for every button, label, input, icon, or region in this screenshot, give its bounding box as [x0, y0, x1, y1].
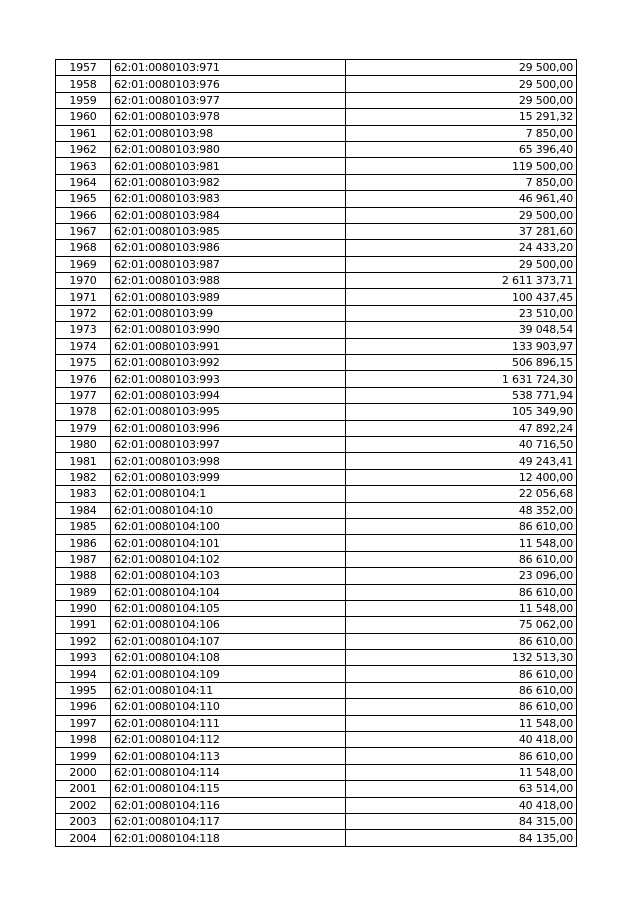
table-row: [56, 830, 577, 846]
cadastral-number-cell: 62:01:0080103:989: [111, 289, 346, 305]
table-row: [56, 535, 577, 551]
value-cell: 105 349,90: [346, 404, 577, 420]
table-row: [56, 273, 577, 289]
table-row: [56, 518, 577, 534]
value-cell: 12 400,00: [346, 469, 577, 485]
cadastral-number-cell: 62:01:0080103:978: [111, 109, 346, 125]
table-row: [56, 371, 577, 387]
value-cell: 84 315,00: [346, 813, 577, 829]
value-cell: 11 548,00: [346, 600, 577, 616]
row-number-cell: 1972: [56, 305, 111, 321]
value-cell: 29 500,00: [346, 207, 577, 223]
row-number-cell: 1966: [56, 207, 111, 223]
value-cell: 86 610,00: [346, 682, 577, 698]
row-number-cell: 1973: [56, 322, 111, 338]
row-number-cell: 1987: [56, 551, 111, 567]
row-number-cell: 1958: [56, 76, 111, 92]
table-row: [56, 617, 577, 633]
cadastral-number-cell: 62:01:0080103:994: [111, 387, 346, 403]
table-row: [56, 207, 577, 223]
row-number-cell: 2001: [56, 781, 111, 797]
cadastral-number-cell: 62:01:0080104:116: [111, 797, 346, 813]
row-number-cell: 1980: [56, 436, 111, 452]
row-number-cell: 1991: [56, 617, 111, 633]
row-number-cell: 1968: [56, 240, 111, 256]
table-row: [56, 289, 577, 305]
cadastral-number-cell: 62:01:0080103:99: [111, 305, 346, 321]
value-cell: 86 610,00: [346, 699, 577, 715]
cadastral-number-cell: 62:01:0080103:999: [111, 469, 346, 485]
table-row: [56, 764, 577, 780]
value-cell: 11 548,00: [346, 715, 577, 731]
row-number-cell: 1988: [56, 568, 111, 584]
value-cell: 7 850,00: [346, 125, 577, 141]
table-row: [56, 715, 577, 731]
row-number-cell: 1971: [56, 289, 111, 305]
table-row: [56, 748, 577, 764]
cadastral-number-cell: 62:01:0080103:980: [111, 141, 346, 157]
row-number-cell: 1965: [56, 191, 111, 207]
value-cell: 84 135,00: [346, 830, 577, 846]
row-number-cell: 1986: [56, 535, 111, 551]
cadastral-number-cell: 62:01:0080104:10: [111, 502, 346, 518]
row-number-cell: 1985: [56, 518, 111, 534]
value-cell: 65 396,40: [346, 141, 577, 157]
cadastral-number-cell: 62:01:0080104:115: [111, 781, 346, 797]
table-row: [56, 404, 577, 420]
value-cell: 86 610,00: [346, 633, 577, 649]
cadastral-number-cell: 62:01:0080104:1: [111, 486, 346, 502]
value-cell: 37 281,60: [346, 223, 577, 239]
cadastral-number-cell: 62:01:0080103:977: [111, 92, 346, 108]
value-cell: 132 513,30: [346, 650, 577, 666]
cadastral-number-cell: 62:01:0080103:985: [111, 223, 346, 239]
table-row: [56, 453, 577, 469]
cadastral-number-cell: 62:01:0080104:112: [111, 732, 346, 748]
table-row: [56, 502, 577, 518]
value-cell: 39 048,54: [346, 322, 577, 338]
row-number-cell: 1974: [56, 338, 111, 354]
value-cell: 49 243,41: [346, 453, 577, 469]
value-cell: 47 892,24: [346, 420, 577, 436]
cadastral-number-cell: 62:01:0080104:109: [111, 666, 346, 682]
cadastral-number-cell: 62:01:0080103:992: [111, 355, 346, 371]
cadastral-number-cell: 62:01:0080104:11: [111, 682, 346, 698]
row-number-cell: 1961: [56, 125, 111, 141]
table-row: [56, 781, 577, 797]
table-row: [56, 338, 577, 354]
row-number-cell: 2004: [56, 830, 111, 846]
value-cell: 29 500,00: [346, 256, 577, 272]
table-row: [56, 600, 577, 616]
cadastral-number-cell: 62:01:0080103:98: [111, 125, 346, 141]
value-cell: 23 096,00: [346, 568, 577, 584]
cadastral-number-cell: 62:01:0080104:111: [111, 715, 346, 731]
value-cell: 86 610,00: [346, 584, 577, 600]
cadastral-number-cell: 62:01:0080103:976: [111, 76, 346, 92]
table-row: [56, 633, 577, 649]
value-cell: 133 903,97: [346, 338, 577, 354]
table-row: [56, 76, 577, 92]
row-number-cell: 1994: [56, 666, 111, 682]
table-row: [56, 305, 577, 321]
row-number-cell: 1982: [56, 469, 111, 485]
value-cell: 24 433,20: [346, 240, 577, 256]
cadastral-number-cell: 62:01:0080104:114: [111, 764, 346, 780]
table-row: [56, 568, 577, 584]
row-number-cell: 1976: [56, 371, 111, 387]
value-cell: 29 500,00: [346, 76, 577, 92]
row-number-cell: 1978: [56, 404, 111, 420]
value-cell: 40 418,00: [346, 797, 577, 813]
value-cell: 86 610,00: [346, 551, 577, 567]
table-row: [56, 797, 577, 813]
value-cell: 1 631 724,30: [346, 371, 577, 387]
table-row: [56, 584, 577, 600]
row-number-cell: 1990: [56, 600, 111, 616]
table-row: [56, 60, 577, 76]
cadastral-number-cell: 62:01:0080104:101: [111, 535, 346, 551]
table-row: [56, 141, 577, 157]
cadastral-number-cell: 62:01:0080104:110: [111, 699, 346, 715]
value-cell: 46 961,40: [346, 191, 577, 207]
table-body: [56, 60, 577, 847]
table-row: [56, 355, 577, 371]
value-cell: 86 610,00: [346, 748, 577, 764]
row-number-cell: 1999: [56, 748, 111, 764]
cadastral-number-cell: 62:01:0080103:982: [111, 174, 346, 190]
table-row: [56, 699, 577, 715]
row-number-cell: 1959: [56, 92, 111, 108]
cadastral-number-cell: 62:01:0080103:988: [111, 273, 346, 289]
value-cell: 11 548,00: [346, 535, 577, 551]
table-row: [56, 322, 577, 338]
row-number-cell: 1981: [56, 453, 111, 469]
value-cell: 506 896,15: [346, 355, 577, 371]
cadastral-number-cell: 62:01:0080103:971: [111, 60, 346, 76]
value-cell: 22 056,68: [346, 486, 577, 502]
table-row: [56, 813, 577, 829]
row-number-cell: 1970: [56, 273, 111, 289]
cadastral-number-cell: 62:01:0080103:997: [111, 436, 346, 452]
cadastral-number-cell: 62:01:0080104:108: [111, 650, 346, 666]
row-number-cell: 1992: [56, 633, 111, 649]
cadastral-number-cell: 62:01:0080104:106: [111, 617, 346, 633]
table-row: [56, 387, 577, 403]
value-cell: 75 062,00: [346, 617, 577, 633]
value-cell: 86 610,00: [346, 666, 577, 682]
cadastral-number-cell: 62:01:0080104:107: [111, 633, 346, 649]
cadastral-number-cell: 62:01:0080104:118: [111, 830, 346, 846]
value-cell: 15 291,32: [346, 109, 577, 125]
row-number-cell: 1995: [56, 682, 111, 698]
value-cell: 63 514,00: [346, 781, 577, 797]
value-cell: 7 850,00: [346, 174, 577, 190]
table-row: [56, 109, 577, 125]
row-number-cell: 1969: [56, 256, 111, 272]
value-cell: 100 437,45: [346, 289, 577, 305]
row-number-cell: 1963: [56, 158, 111, 174]
cadastral-number-cell: 62:01:0080103:995: [111, 404, 346, 420]
cadastral-value-table: [55, 59, 577, 847]
row-number-cell: 1977: [56, 387, 111, 403]
row-number-cell: 2000: [56, 764, 111, 780]
cadastral-number-cell: 62:01:0080104:105: [111, 600, 346, 616]
cadastral-number-cell: 62:01:0080104:102: [111, 551, 346, 567]
cadastral-number-cell: 62:01:0080104:100: [111, 518, 346, 534]
value-cell: 40 418,00: [346, 732, 577, 748]
table-row: [56, 240, 577, 256]
cadastral-number-cell: 62:01:0080104:103: [111, 568, 346, 584]
cadastral-number-cell: 62:01:0080103:998: [111, 453, 346, 469]
table-row: [56, 191, 577, 207]
table-row: [56, 223, 577, 239]
value-cell: 119 500,00: [346, 158, 577, 174]
value-cell: 29 500,00: [346, 92, 577, 108]
document-page: [55, 59, 577, 847]
table-row: [56, 420, 577, 436]
value-cell: 538 771,94: [346, 387, 577, 403]
table-row: [56, 666, 577, 682]
value-cell: 11 548,00: [346, 764, 577, 780]
cadastral-number-cell: 62:01:0080103:986: [111, 240, 346, 256]
row-number-cell: 1962: [56, 141, 111, 157]
table-row: [56, 732, 577, 748]
row-number-cell: 1979: [56, 420, 111, 436]
row-number-cell: 1983: [56, 486, 111, 502]
value-cell: 29 500,00: [346, 60, 577, 76]
cadastral-number-cell: 62:01:0080103:981: [111, 158, 346, 174]
value-cell: 2 611 373,71: [346, 273, 577, 289]
row-number-cell: 1993: [56, 650, 111, 666]
cadastral-number-cell: 62:01:0080104:113: [111, 748, 346, 764]
cadastral-number-cell: 62:01:0080103:984: [111, 207, 346, 223]
row-number-cell: 1998: [56, 732, 111, 748]
row-number-cell: 1975: [56, 355, 111, 371]
table-row: [56, 551, 577, 567]
row-number-cell: 2002: [56, 797, 111, 813]
value-cell: 40 716,50: [346, 436, 577, 452]
table-row: [56, 469, 577, 485]
cadastral-number-cell: 62:01:0080103:987: [111, 256, 346, 272]
row-number-cell: 1989: [56, 584, 111, 600]
cadastral-number-cell: 62:01:0080104:117: [111, 813, 346, 829]
table-row: [56, 125, 577, 141]
row-number-cell: 1967: [56, 223, 111, 239]
row-number-cell: 1957: [56, 60, 111, 76]
table-row: [56, 486, 577, 502]
value-cell: 48 352,00: [346, 502, 577, 518]
row-number-cell: 2003: [56, 813, 111, 829]
cadastral-number-cell: 62:01:0080104:104: [111, 584, 346, 600]
row-number-cell: 1984: [56, 502, 111, 518]
table-row: [56, 436, 577, 452]
cadastral-number-cell: 62:01:0080103:983: [111, 191, 346, 207]
table-row: [56, 650, 577, 666]
table-row: [56, 174, 577, 190]
cadastral-number-cell: 62:01:0080103:990: [111, 322, 346, 338]
row-number-cell: 1996: [56, 699, 111, 715]
row-number-cell: 1960: [56, 109, 111, 125]
table-row: [56, 158, 577, 174]
row-number-cell: 1997: [56, 715, 111, 731]
table-row: [56, 256, 577, 272]
cadastral-number-cell: 62:01:0080103:991: [111, 338, 346, 354]
cadastral-number-cell: 62:01:0080103:993: [111, 371, 346, 387]
cadastral-number-cell: 62:01:0080103:996: [111, 420, 346, 436]
row-number-cell: 1964: [56, 174, 111, 190]
value-cell: 23 510,00: [346, 305, 577, 321]
value-cell: 86 610,00: [346, 518, 577, 534]
table-row: [56, 92, 577, 108]
table-row: [56, 682, 577, 698]
